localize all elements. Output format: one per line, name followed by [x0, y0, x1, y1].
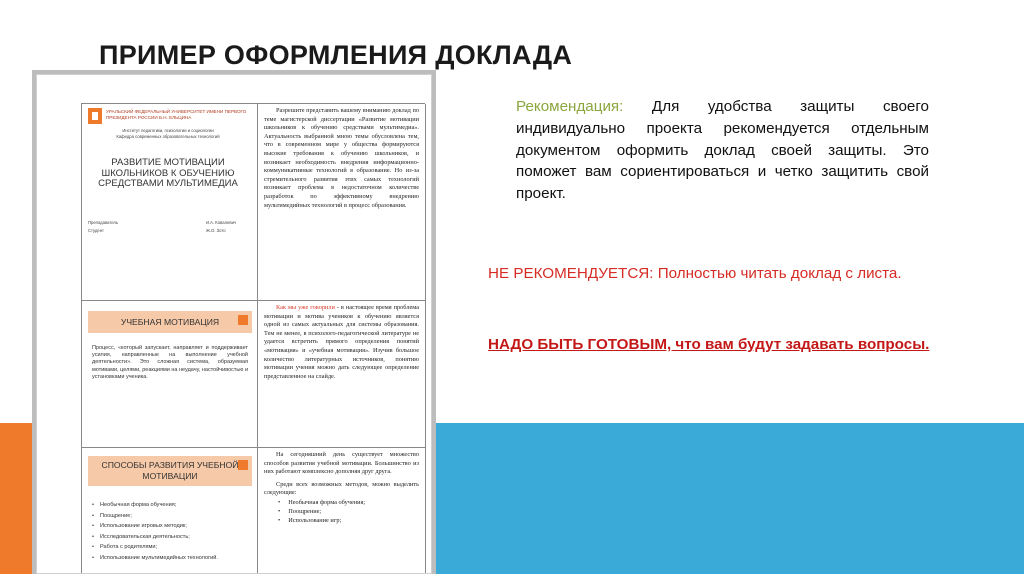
slide-banner: [88, 456, 252, 486]
teacher-label: Преподаватель: [88, 220, 119, 225]
table-row: [82, 448, 426, 574]
recommendation-body: Для удобства защиты своего индивидуально проекта рекомендуется отдельным документом оформить доклад своей защиты. Это поможет вам сориентироваться и четко защитить свой проект.: [516, 98, 929, 203]
table-row: [82, 301, 426, 448]
speech-text-cell: [258, 301, 426, 447]
report-document-image: [36, 74, 432, 574]
speech-paragraph: Среди всех возможных методов, можно выделить следующие:: [264, 480, 419, 497]
thesis-title: РАЗВИТИЕ МОТИВАЦИИ ШКОЛЬНИКОВ К ОБУЧЕНИЮ СРЕДСТВАМИ МУЛЬТИМЕДИА: [98, 157, 238, 189]
slide-thumbnail-title: [82, 104, 258, 300]
student-label: Студент: [88, 228, 104, 233]
list-item: • Использование игровых методик;: [92, 521, 252, 532]
department-name: Кафедра современных образовательных технологий: [116, 134, 220, 139]
list-item: • Использование мультимедийных технологий.: [92, 553, 252, 564]
list-item: • Поощрение;: [92, 511, 252, 522]
blue-background-band: [400, 423, 1024, 574]
university-header: [88, 108, 248, 126]
university-logo-icon: [238, 315, 248, 325]
recommendation-text: [516, 96, 929, 205]
slide-definition-text: Процесс, «который запускает, направляет и поддерживает усилия, направленные на выполнение учебной деятельности». Это сложная система, образуемая мотивами, целями, реакциями на неудачу, настойчивостью и установками ученика.: [92, 345, 249, 380]
list-item: • Необычная форма обучения;: [278, 498, 419, 507]
report-table: [81, 103, 425, 574]
speech-text-cell: [258, 448, 426, 574]
methods-list: [278, 498, 419, 525]
slide-banner: [88, 311, 252, 333]
not-recommended-text: НЕ РЕКОМЕНДУЕТСЯ: Полностью читать доклад с листа.: [488, 265, 902, 282]
slide-banner-title: УЧЕБНАЯ МОТИВАЦИЯ: [120, 317, 220, 327]
slide-banner-title: СПОСОБЫ РАЗВИТИЯ УЧЕБНОЙ МОТИВАЦИИ: [101, 460, 239, 481]
university-logo-icon: [88, 108, 102, 124]
university-name: УРАЛЬСКИЙ ФЕДЕРАЛЬНЫЙ УНИВЕРСИТЕТ ИМЕНИ ПЕРВОГО ПРЕЗИДЕНТА РОССИИ Б.Н. ЕЛЬЦИНА: [106, 109, 247, 120]
list-item: • Необычная форма обучения;: [92, 500, 252, 511]
speech-paragraph: Как мы уже говорили - в настоящее время проблема мотивации и мотива учеников к обучению является одной из самых актуальных для системы образования. Тем не менее, в психолого-педагогической литературе не удается встретить прямого определения понятий «мотивация» и «учебная мотивация». Изучив большое количество литературных источников, понятию мотивации учения можно дать следующее определение представленное на слайде.: [264, 304, 419, 380]
student-name: Ж.О. Зото: [206, 228, 226, 233]
table-row: [82, 104, 426, 301]
slide-thumbnail-motivation: [82, 301, 258, 447]
speech-paragraph: На сегодняшний день существует множество способов развития учебной мотивации. Большинство из них работают комплексно дополняя друг друга.: [264, 451, 419, 476]
highlighted-phrase: Как мы уже говорили: [276, 304, 335, 311]
teacher-name: И.А. Ковалевич: [206, 220, 237, 225]
recommendation-label: Рекомендация:: [516, 98, 624, 115]
list-item: • Работа с родителями;: [92, 542, 252, 553]
must-be-ready-text: НАДО БЫТЬ ГОТОВЫМ, что вам будут задавать вопросы.: [488, 336, 930, 353]
list-item: • Использование игр;: [278, 516, 419, 525]
speech-text-cell: [258, 104, 426, 300]
methods-list: [92, 500, 252, 563]
institute-name: Институт педагогики, психологии и социологии: [122, 128, 214, 133]
speech-paragraph: Разрешите представить вашему вниманию доклад по теме магистерской диссертации «Развитие мотивации школьников к обучению средствами мультимедиа». Актуальность выбранной мною темы обусловлена тем, что в современном мире у общества формируются высокие требования к обучению школьников, и возникает необходимость внедрения информационно-коммуникативные технологий в образование. Но из-за стремительного развития этих самых технологий возникает проблема в недостаточном количестве разработок по эффективному внедрению мультимедийных технологий в процесс образования.: [264, 107, 419, 209]
slide-thumbnail-methods: [82, 448, 258, 574]
list-item: • Исследовательская деятельность;: [92, 532, 252, 543]
slide-title: ПРИМЕР ОФОРМЛЕНИЯ ДОКЛАДА: [99, 40, 573, 70]
list-item: • Поощрение;: [278, 507, 419, 516]
university-logo-icon: [238, 460, 248, 470]
